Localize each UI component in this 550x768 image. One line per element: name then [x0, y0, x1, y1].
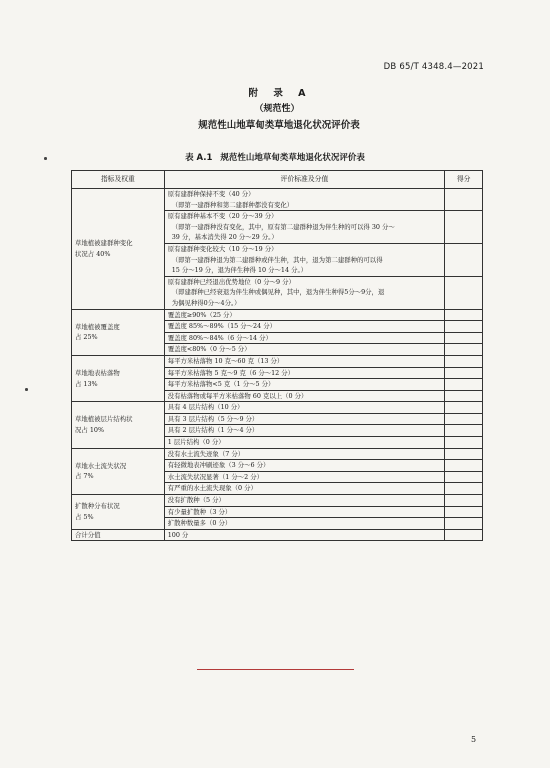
score-cell	[445, 425, 483, 437]
score-cell	[445, 211, 483, 244]
criteria-text: 具有 4 层片结构（10 分）	[167, 403, 244, 412]
page-number: 5	[471, 735, 477, 744]
criteria-text: 15 分～19 分，退为伴生种得 10 分～14 分。）	[171, 266, 308, 275]
criteria-text: 覆盖度 80%～84%（6 分～14 分）	[167, 333, 272, 342]
indicator-text: 状况占 40%	[75, 249, 111, 258]
indicator-text: 草地水土流失状况	[75, 461, 127, 470]
criteria-cell	[164, 413, 445, 425]
criteria-cell	[164, 355, 445, 367]
score-cell	[445, 471, 483, 483]
appendix-title: 规范性山地草甸类草地退化状况评价表	[198, 120, 360, 131]
table-header-row	[72, 171, 483, 189]
criteria-cell	[164, 448, 445, 460]
criteria-cell	[164, 425, 445, 437]
table-row	[72, 448, 483, 460]
document-code: DB 65/T 4348.4—2021	[383, 62, 484, 72]
score-cell	[445, 189, 483, 211]
criteria-text: 原有建群种保持不变（40 分）	[167, 190, 255, 198]
indicator-text: 占 25%	[75, 333, 98, 342]
score-cell	[445, 321, 483, 333]
total-label: 合计分值	[72, 529, 165, 541]
criteria-text: 具有 2 层片结构（1 分～4 分）	[167, 426, 259, 435]
table-row	[72, 189, 483, 211]
score-cell	[445, 243, 483, 276]
criteria-text: 没有水土流失迹象（7 分）	[167, 449, 245, 458]
criteria-cell	[164, 402, 445, 414]
score-cell	[445, 379, 483, 391]
criteria-text: 有轻微地表冲刷迹象（3 分～6 分）	[167, 461, 270, 470]
score-cell	[445, 518, 483, 530]
criteria-text: 每平方米枯落物 5 克～9 克（6 分～12 分）	[167, 368, 295, 377]
criteria-cell	[164, 309, 445, 321]
table-caption-number: 表 A.1	[185, 153, 213, 163]
table-row	[72, 309, 483, 321]
indicator-cell	[72, 309, 165, 355]
table-caption-title: 规范性山地草甸类草地退化状况评价表	[220, 153, 365, 163]
criteria-text: 有少量扩散种（3 分）	[167, 507, 232, 516]
score-cell	[445, 448, 483, 460]
criteria-cell	[164, 460, 445, 472]
score-cell	[445, 460, 483, 472]
criteria-cell	[164, 243, 445, 276]
score-cell	[445, 309, 483, 321]
criteria-text: 没有枯落物或每平方米枯落物 60 克以上（0 分）	[167, 391, 308, 400]
criteria-text: 具有 3 层片结构（5 分～9 分）	[167, 414, 259, 423]
table-row	[72, 402, 483, 414]
indicator-text: 扩散种分布状况	[75, 502, 120, 511]
indicator-cell	[72, 355, 165, 401]
criteria-cell	[164, 211, 445, 244]
total-value: 100 分	[164, 529, 445, 541]
indicator-text: 况占 10%	[75, 425, 105, 434]
criteria-cell	[164, 344, 445, 356]
indicator-text: 草地植被覆盖度	[75, 322, 120, 331]
criteria-cell	[164, 483, 445, 495]
header-score: 得分	[445, 171, 483, 189]
table-row	[72, 355, 483, 367]
table-body	[72, 189, 483, 541]
score-cell	[445, 390, 483, 402]
indicator-text: 草地地表枯落物	[75, 369, 120, 377]
criteria-text: 没有扩散种（5 分）	[167, 496, 225, 505]
score-cell	[445, 355, 483, 367]
end-rule	[197, 669, 354, 670]
criteria-text: （即第一建群种和第二建群种都没有变化）	[171, 200, 294, 209]
indicator-cell	[72, 189, 165, 310]
indicator-cell	[72, 402, 165, 448]
criteria-cell	[164, 276, 445, 309]
criteria-cell	[164, 495, 445, 507]
criteria-cell	[164, 437, 445, 449]
criteria-cell	[164, 506, 445, 518]
score-cell	[445, 437, 483, 449]
criteria-text: 每平方米枯落物<5 克（1 分～5 分）	[167, 380, 275, 389]
criteria-cell	[164, 471, 445, 483]
indicator-text: 草地植被层片结构状	[75, 415, 133, 424]
scan-speck	[25, 388, 28, 391]
indicator-cell	[72, 448, 165, 494]
criteria-text: 水土流失状况显著（1 分～2 分）	[167, 472, 263, 481]
criteria-cell	[164, 332, 445, 344]
appendix-label: 附 录 A	[248, 88, 312, 99]
criteria-text: 原有建群种变化较大（10 分～19 分）	[167, 244, 278, 253]
total-row	[72, 529, 483, 541]
score-cell	[445, 506, 483, 518]
score-cell	[445, 332, 483, 344]
header-indicator: 指标及权重	[72, 171, 165, 189]
indicator-text: 草地植被建群种变化	[75, 239, 133, 248]
score-cell	[445, 276, 483, 309]
indicator-text: 占 5%	[75, 512, 94, 521]
criteria-text: 1 层片结构（0 分）	[167, 438, 225, 447]
criteria-cell	[164, 367, 445, 379]
criteria-cell	[164, 518, 445, 530]
score-cell	[445, 483, 483, 495]
score-cell	[445, 495, 483, 507]
score-cell	[445, 367, 483, 379]
header-criteria: 评价标准及分值	[164, 171, 445, 189]
criteria-text: 39 分，基本消失得 20 分～29 分。）	[171, 233, 278, 242]
criteria-cell	[164, 390, 445, 402]
indicator-text: 占 13%	[75, 379, 98, 388]
table-row	[72, 495, 483, 507]
criteria-text: 原有建群种基本不变（20 分～39 分）	[167, 212, 278, 221]
score-cell	[445, 529, 483, 541]
criteria-text: （即第一建群种退为第二建群种或伴生种，其中，退为第二建群种的可以得	[171, 255, 383, 264]
criteria-text: 扩散种数量多（0 分）	[167, 519, 232, 528]
evaluation-table	[71, 170, 483, 541]
criteria-text: 为偶见种得0分～4分。）	[171, 298, 241, 307]
appendix-type: （规范性）	[254, 104, 300, 114]
score-cell	[445, 344, 483, 356]
indicator-cell	[72, 495, 165, 530]
indicator-text: 占 7%	[75, 472, 94, 481]
criteria-text: （即建群种已经衰退为伴生种或偶见种，其中，退为伴生种得5分～9分，退	[171, 288, 385, 297]
criteria-text: 覆盖度<80%（0 分～5 分）	[167, 345, 251, 354]
criteria-text: 有严重的水土流失现象（0 分）	[167, 484, 257, 493]
criteria-text: 每平方米枯落物 10 克～60 克（13 分）	[167, 356, 284, 365]
criteria-cell	[164, 321, 445, 333]
criteria-text: 覆盖度 85%～89%（15 分～24 分）	[167, 322, 276, 331]
criteria-text: 原有建群种已经退出优势地位（0 分～9 分）	[167, 277, 295, 286]
score-cell	[445, 413, 483, 425]
criteria-text: 覆盖度≥90%（25 分）	[167, 310, 236, 319]
score-cell	[445, 402, 483, 414]
criteria-cell	[164, 379, 445, 391]
criteria-cell	[164, 189, 445, 211]
table-caption	[0, 151, 550, 163]
criteria-text: （即第一建群种没有变化，其中，原有第二建群种退为伴生种的可以得 30 分～	[171, 222, 395, 231]
